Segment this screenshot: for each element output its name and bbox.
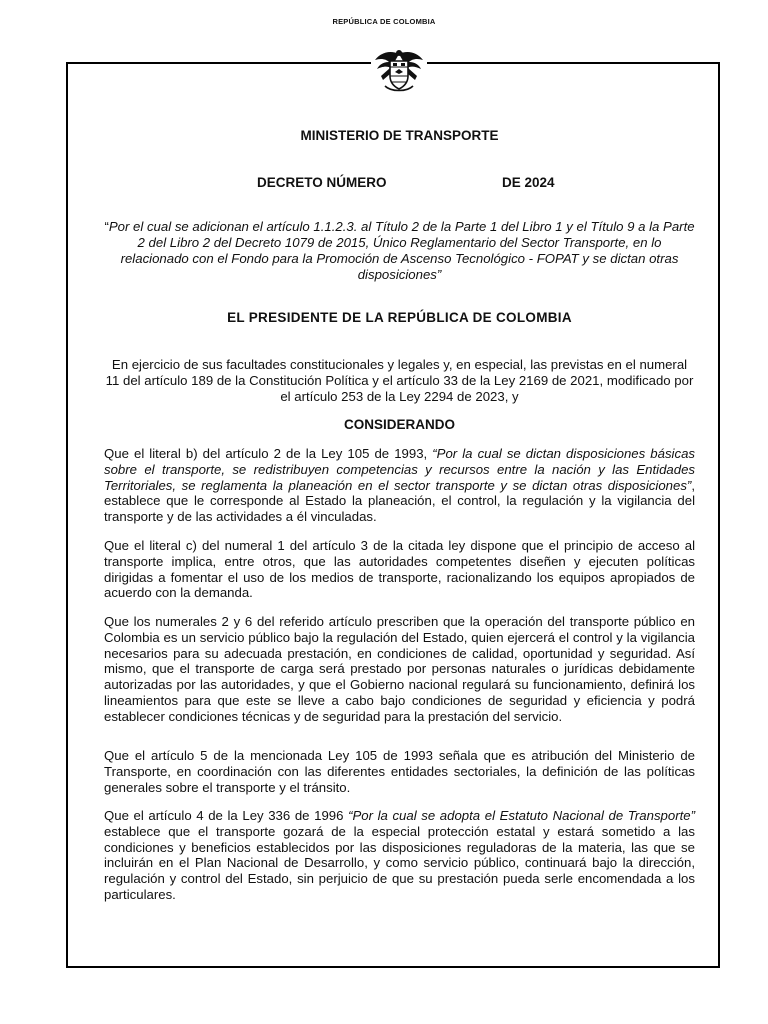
considering-paragraph: Que el literal c) del numeral 1 del artículo 3 de la citada ley dispone que el principio de acceso al transporte implica, entre otros, que las autoridades competentes diseñen y ejecuten políticas dirigidas a fomentar el uso de los medios de transporte, racionalizando los equipos apropiados de acuerdo con la demanda. [104, 538, 695, 601]
subject-open-quote: “ [104, 219, 109, 234]
subject-text: Por el cual se adicionan el artículo 1.1.2.3. al Título 2 de la Parte 1 del Libro 1 y el Título 9 a la Parte 2 del Libro 2 del Decreto 1079 de 2015, Único Reglamentario del Sector Transporte, en lo relacionado con el Fondo para la Promoción de Ascenso Tecnológico - FOPAT y se dictan otras disposiciones” [108, 219, 695, 282]
law-title-quote: “Por la cual se dictan disposiciones básicas sobre el transporte, se redistribuyen competencias y recursos entre la nación y las Entidades Territoriales, se reglamenta la planeación en el sector transporte y se dictan otras disposiciones” [104, 446, 695, 493]
considering-paragraph: Que los numerales 2 y 6 del referido artículo prescriben que la operación del transporte público en Colombia es un servicio público bajo la regulación del Estado, quien ejercerá el control y la vigilancia necesarios para su adecuada prestación, en condiciones de calidad, oportunidad y seguridad. Así mismo, que el transporte de carga será prestado por personas naturales o jurídicas debidamente autorizadas por las autoridades, y que el Gobierno nacional regulará su funcionamiento, definirá los lineamientos para que este se lleve a cabo bajo condiciones de seguridad y eficiencia y podrá establecer condiciones técnicas y de seguridad para la prestación del servicio. [104, 614, 695, 724]
decree-subject [104, 219, 695, 283]
considering-paragraph [104, 446, 695, 525]
paragraph-lead: Que el literal b) del artículo 2 de la Ley 105 de 1993, [104, 446, 433, 461]
considering-heading: CONSIDERANDO [343, 417, 455, 432]
ministry-title: MINISTERIO DE TRANSPORTE [300, 128, 499, 143]
decree-label: DECRETO NÚMERO [257, 175, 387, 190]
considering-paragraph: Que el artículo 5 de la mencionada Ley 105 de 1993 señala que es atribución del Ministerio de Transporte, en coordinación con las diferentes entidades sectoriales, la definición de las políticas generales sobre el transporte y el tránsito. [104, 748, 695, 795]
law-title-quote: “Por la cual se adopta el Estatuto Nacional de Transporte” [348, 808, 695, 823]
powers-paragraph: En ejercicio de sus facultades constitucionales y legales y, en especial, las previstas en el numeral 11 del artículo 189 de la Constitución Política y el artículo 33 de la Ley 2169 de 2021, modificado por el artículo 253 de la Ley 2294 de 2023, y [105, 357, 694, 404]
decree-year: DE 2024 [502, 175, 555, 190]
paragraph-lead: Que el artículo 4 de la Ley 336 de 1996 [104, 808, 349, 823]
country-header: REPÚBLICA DE COLOMBIA [332, 17, 436, 26]
considering-paragraph [104, 808, 695, 903]
paragraph-tail: establece que el transporte gozará de la especial protección estatal y estará sometido a las condiciones y beneficios establecidos por las disposiciones reguladoras de la materia, las que se incluirán en el Plan Nacional de Desarrollo, y como servicio público, continuará bajo la dirección, regulación y control del Estado, sin perjuicio de que su prestación pueda serle encomendada a los particulares. [104, 823, 695, 902]
coat-of-arms-icon [371, 46, 427, 94]
paragraph-tail: , establece que le corresponde al Estado la planeación, el control, la regulación y la vigilancia del transporte y de las actividades a él vinculadas. [104, 477, 695, 525]
president-heading: EL PRESIDENTE DE LA REPÚBLICA DE COLOMBIA [227, 310, 572, 325]
